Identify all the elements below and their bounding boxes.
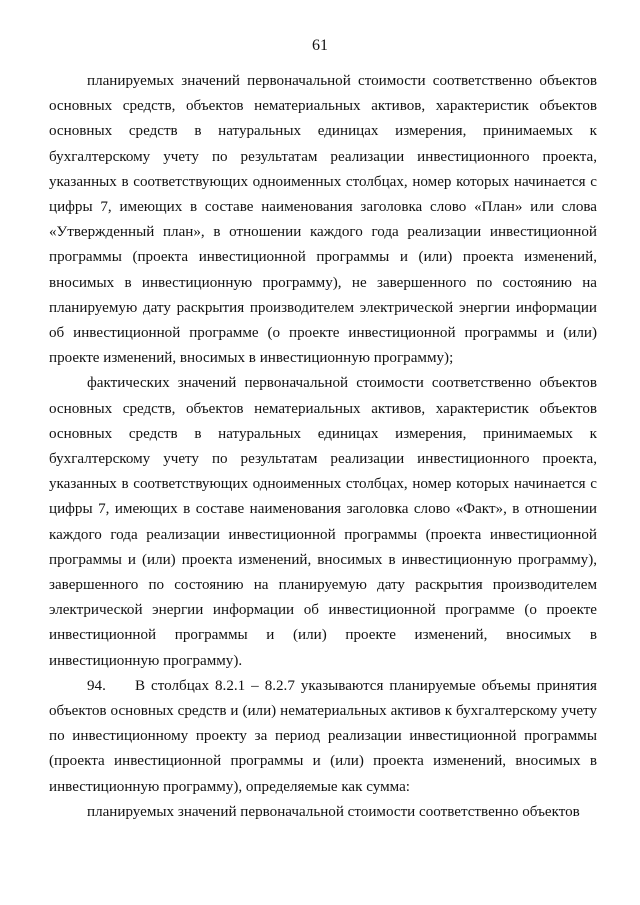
paragraph-number: 94. <box>87 677 106 694</box>
paragraph-planned-values-continued: планируемых значений первоначальной стоимости соответственно объектов <box>87 803 580 820</box>
paragraph-actual-values: фактических значений первоначальной стоимости соответственно объектов основных средств, объектов нематериальных активов, характеристик объектов основных средств в натуральных единицах измерения, принимаемых к бухгалтерскому учету по результатам реализации инвестиционного проекта, указанных в соответствующих одноименных столбцах, номер которых начинается с цифры 7, имеющих в составе наименования заголовка слово «Факт», в отношении каждого года реализации инвестиционной программы (проекта инвестиционной программы и (или) проекта изменений, вносимых в инвестиционную программу), завершенного по состоянию на планируемую дату раскрытия производителем электрической энергии информации об инвестиционной программе (о проекте инвестиционной программы и (или) проекте изменений, вносимых в инвестиционную программу). <box>49 375 597 669</box>
paragraph-94 <box>49 674 597 800</box>
paragraph-94-text: В столбцах 8.2.1 – 8.2.7 указываются планируемые объемы принятия объектов основных средств и (или) нематериальных активов к бухгалтерскому учету по инвестиционному проекту за период реализации инвестиционной программы (проекта инвестиционной программы и (или) проекта изменений, вносимых в инвестиционную программу), определяемые как сумма: <box>49 677 597 795</box>
page-number: 61 <box>312 37 328 54</box>
paragraph-planned-values: планируемых значений первоначальной стоимости соответственно объектов основных средств, объектов нематериальных активов, характеристик объектов основных средств в натуральных единицах измерения, принимаемых к бухгалтерскому учету по результатам реализации инвестиционного проекта, указанных в соответствующих одноименных столбцах, номер которых начинается с цифры 7, имеющих в составе наименования заголовка слово «План» или слова «Утвержденный план», в отношении каждого года реализации инвестиционной программы (проекта инвестиционной программы и (или) проекта изменений, вносимых в инвестиционную программу), не завершенного по состоянию на планируемую дату раскрытия производителем электрической энергии информации об инвестиционной программе (о проекте инвестиционной программы и (или) проекте изменений, вносимых в инвестиционную программу); <box>49 73 597 367</box>
document-body <box>49 69 597 825</box>
